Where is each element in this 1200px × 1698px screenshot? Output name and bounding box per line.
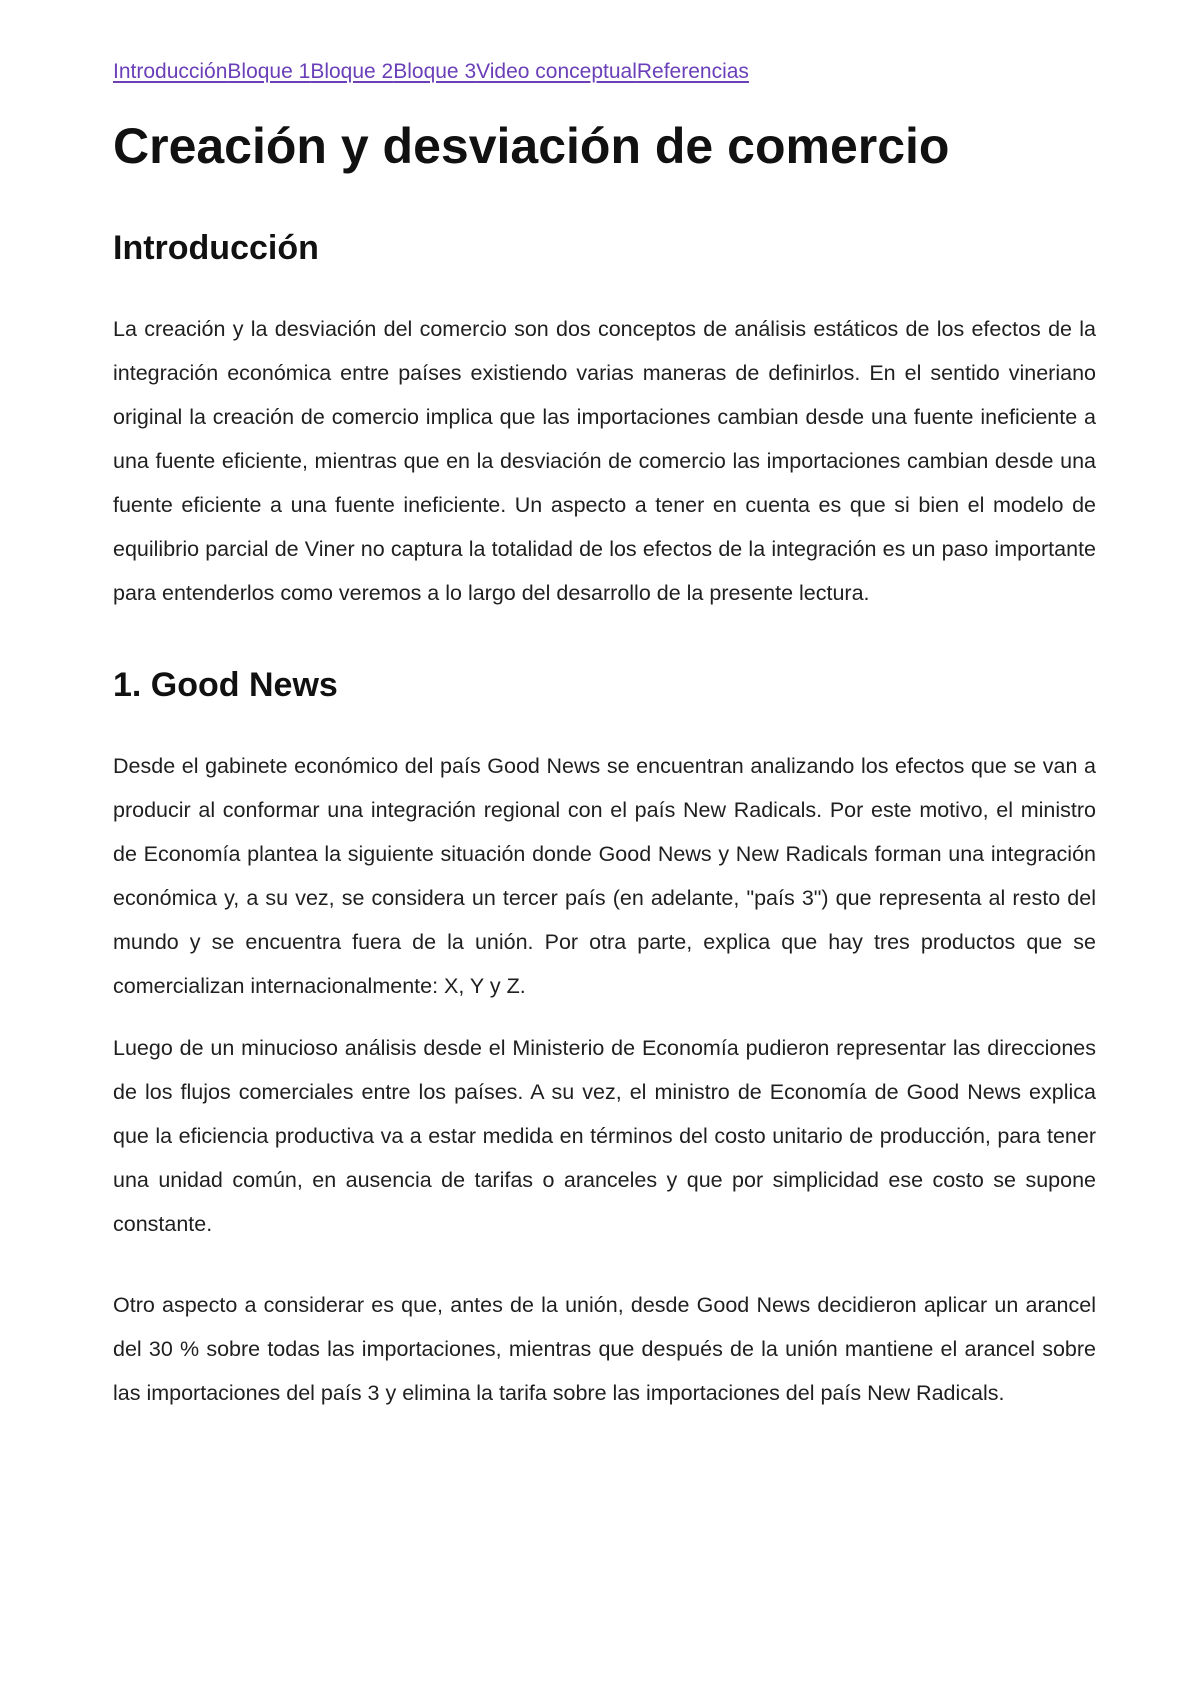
top-navigation [113, 58, 1096, 86]
nav-link-bloque-3[interactable]: Bloque 3 [393, 60, 477, 83]
good-news-paragraph-1: Desde el gabinete económico del país Good News se encuentran analizando los efectos que se van a producir al conformar una integración regional con el país New Radicals. Por este motivo, el ministro de Economía plantea la siguiente situación donde Good News y New Radicals forman una integración económica y, a su vez, se considera un tercer país (en adelante, "país 3") que representa al resto del mundo y se encuentra fuera de la unión. Por otra parte, explica que hay tres productos que se comercializan internacionalmente: X, Y y Z. [113, 754, 1096, 998]
nav-link-bloque-1[interactable]: Bloque 1 [227, 60, 311, 83]
intro-paragraph: La creación y la desviación del comercio son dos conceptos de análisis estáticos de los efectos de la integración económica entre países existiendo varias maneras de definirlos. En el sentido vineriano original la creación de comercio implica que las importaciones cambian desde una fuente ineficiente a una fuente eficiente, mientras que en la desviación de comercio las importaciones cambian desde una fuente eficiente a una fuente ineficiente. Un aspecto a tener en cuenta es que si bien el modelo de equilibrio parcial de Viner no captura la totalidad de los efectos de la integración es un paso importante para entenderlos como veremos a lo largo del desarrollo de la presente lectura. [113, 317, 1096, 605]
nav-link-referencias[interactable]: Referencias [636, 60, 749, 83]
good-news-paragraph-2: Luego de un minucioso análisis desde el Ministerio de Economía pudieron representar las direcciones de los flujos comerciales entre los países. A su vez, el ministro de Economía de Good News explica que la eficiencia productiva va a estar medida en términos del costo unitario de producción, para tener una unidad común, en ausencia de tarifas o aranceles y que por simplicidad ese costo se supone constante. [113, 1036, 1096, 1236]
nav-link-bloque-2[interactable]: Bloque 2 [310, 60, 394, 83]
section-heading-introduccion: Introducción [113, 229, 319, 267]
nav-link-video-conceptual[interactable]: Video conceptual [476, 60, 637, 83]
section-heading-good-news: 1. Good News [113, 666, 338, 704]
nav-link-introduccion[interactable]: Introducción [113, 60, 228, 83]
good-news-paragraph-3: Otro aspecto a considerar es que, antes de la unión, desde Good News decidieron aplicar un arancel del 30 % sobre todas las importaciones, mientras que después de la unión mantiene el arancel sobre las importaciones del país 3 y elimina la tarifa sobre las importaciones del país New Radicals. [113, 1293, 1096, 1405]
document-page [113, 58, 1096, 1415]
page-title: Creación y desviación de comercio [113, 118, 950, 174]
